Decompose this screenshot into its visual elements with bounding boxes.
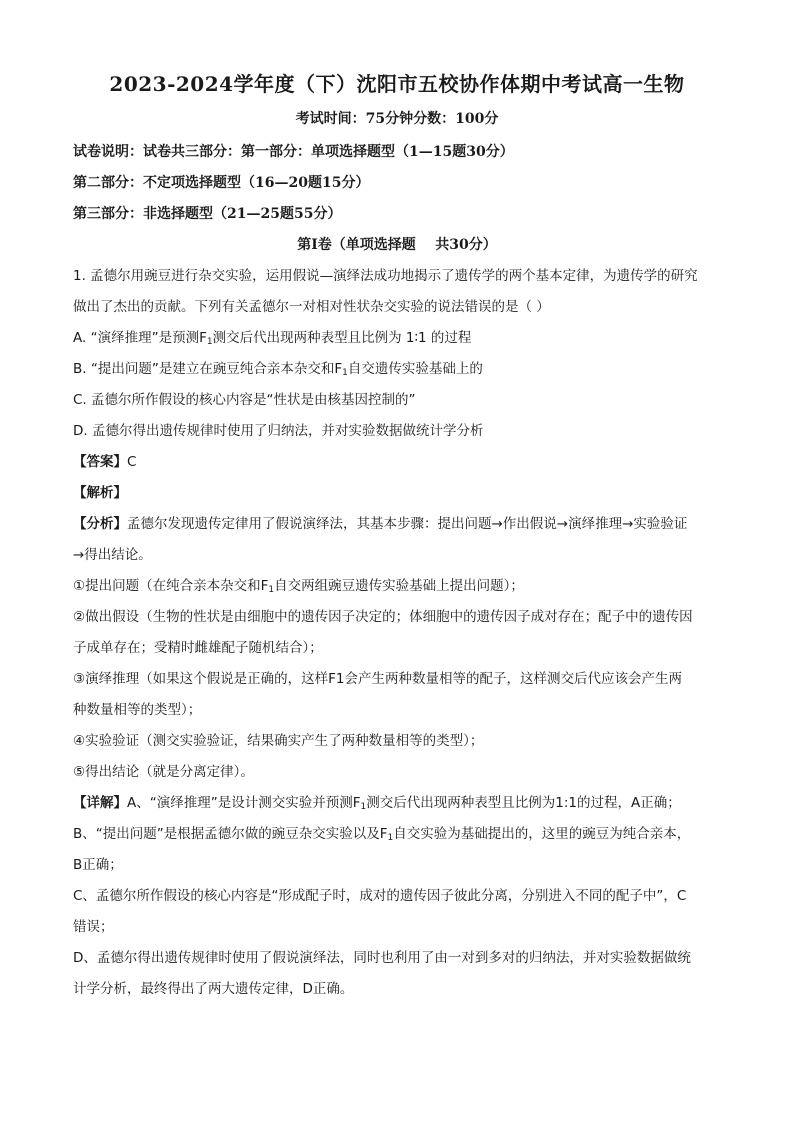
step-1-sub: 1	[268, 585, 275, 595]
question-block	[73, 261, 723, 1005]
option-b-text-pre: B. “提出问题”是建立在豌豆纯合亲本杂交和F	[73, 361, 343, 377]
section-title: 第Ⅰ卷（单项选择题 共30分）	[297, 237, 497, 253]
exam-info: 考试时间：75分钟分数：100分	[295, 111, 499, 127]
analysis-line-2: →得出结论。	[73, 547, 152, 563]
step-1-pre: ①提出问题（在纯合亲本杂交和F	[73, 578, 269, 594]
option-b-sub: 1	[342, 368, 348, 378]
analysis-text-1: 孟德尔发现遗传定律用了假说演绎法，其基本步骤：提出问题→作出假说→演绎推理→实验验证	[127, 516, 688, 532]
instructions-line-1: 试卷说明：试卷共三部分：第一部分：单项选择题型（1—15题30分）	[73, 144, 514, 160]
option-a-sub: 1	[206, 337, 213, 347]
detail-b-sub: 1	[387, 833, 394, 843]
detail-d-line-2: 计学分析，最终得出了两大遗传定律，D正确。	[73, 981, 354, 997]
detail-a-pre: A、“演绎推理”是设计测交实验并预测F	[127, 795, 361, 811]
step-5: ⑤得出结论（就是分离定律）。	[73, 764, 254, 780]
option-a-text-pre: A. “演绎推理”是预测F	[73, 330, 207, 346]
detail-b-post: 自交实验为基础提出的，这里的豌豆为纯合亲本，	[393, 826, 691, 842]
option-c: C. 孟德尔所作假设的核心内容是“性状是由核基因控制的”	[73, 392, 416, 408]
analysis-line-1	[73, 509, 723, 540]
analysis-label: 【分析】	[73, 516, 127, 532]
option-b-text-post: 自交遗传实验基础上的	[347, 361, 483, 377]
detail-a-sub: 1	[360, 802, 367, 812]
question-stem-line-2: 做出了杰出的贡献。下列有关孟德尔一对相对性状杂交实验的说法错误的是（ ）	[73, 299, 550, 315]
explanation-label: 【解析】	[73, 485, 127, 501]
detail-b-pre: B、“提出问题”是根据孟德尔做的豌豆杂交实验以及F	[73, 826, 388, 842]
step-4: ④实验验证（测交实验验证，结果确实产生了两种数量相等的类型）；	[73, 733, 484, 749]
step-3-line-2: 种数量相等的类型）；	[73, 702, 202, 718]
detail-b-line-1	[73, 819, 723, 850]
detail-a	[73, 788, 723, 819]
instructions-line-2: 第二部分：不定项选择题型（16—20题15分）	[73, 175, 370, 191]
question-stem-line-1: 1. 孟德尔用豌豆进行杂交实验，运用假说—演绎法成功地揭示了遗传学的两个基本定律，为遗传学的研究	[73, 268, 698, 284]
step-1	[73, 571, 723, 602]
page-title: 2023-2024学年度（下）沈阳市五校协作体期中考试高一生物	[109, 72, 685, 96]
detail-c-line-1: C、孟德尔所作假设的核心内容是“形成配子时，成对的遗传因子彼此分离，分别进入不同的配子中”，C	[73, 888, 687, 904]
detail-a-post: 测交后代出现两种表型且比例为1:1的过程，A正确；	[366, 795, 681, 811]
step-2-line-1: ②做出假设（生物的性状是由细胞中的遗传因子决定的；体细胞中的遗传因子成对存在；配子中的遗传因	[73, 609, 693, 625]
answer-label: 【答案】	[73, 454, 127, 470]
option-a	[73, 323, 723, 354]
answer-value: C	[127, 454, 137, 470]
option-d: D. 孟德尔得出遗传规律时使用了归纳法，并对实验数据做统计学分析	[73, 423, 484, 439]
detail-c-line-2: 错误；	[73, 919, 114, 935]
step-3-line-1: ③演绎推理（如果这个假说是正确的，这样F1会产生两种数量相等的配子，这样测交后代应该会产生两	[73, 671, 682, 687]
explanation-heading	[73, 478, 723, 509]
option-a-text-post: 测交后代出现两种表型且比例为 1∶1 的过程	[212, 330, 472, 346]
answer-line	[73, 447, 723, 478]
step-2-line-2: 子成单存在；受精时雌雄配子随机结合）；	[73, 640, 323, 656]
detail-d-line-1: D、孟德尔得出遗传规律时使用了假说演绎法，同时也利用了由一对到多对的归纳法，并对实验数据做统	[73, 950, 691, 966]
step-1-post: 自交两组豌豆遗传实验基础上提出问题）；	[274, 578, 524, 594]
detail-label: 【详解】	[73, 795, 127, 811]
instructions-line-3: 第三部分：非选择题型（21—25题55分）	[73, 206, 342, 222]
option-b	[73, 354, 723, 385]
detail-b-line-2: B正确；	[73, 857, 123, 873]
